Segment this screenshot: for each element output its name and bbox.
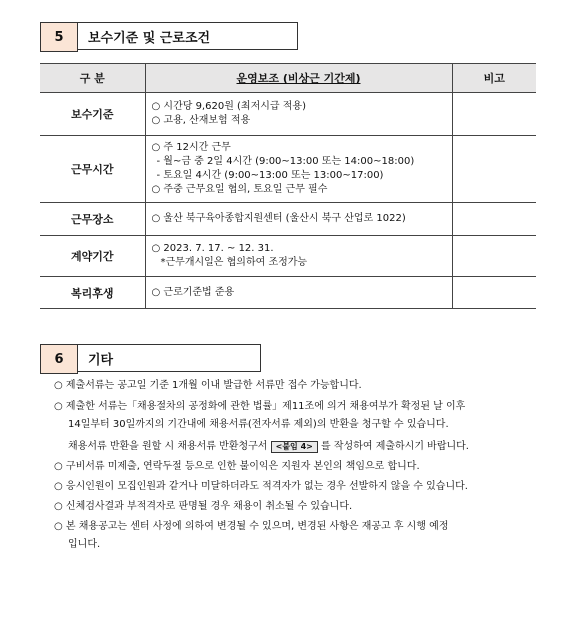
row-note-period	[452, 236, 536, 277]
notice-item: ○ 구비서류 미제출, 연락두절 등으로 인한 불이익은 지원자 본인의 책임으로 합니다.	[54, 461, 420, 472]
table-row	[40, 236, 536, 277]
row-note-place	[452, 203, 536, 236]
notice-item: ○ 신체검사결과 부적격자로 판명될 경우 채용이 취소될 수 있습니다.	[54, 501, 353, 512]
attachment-tag: <붙임 4>	[271, 441, 318, 453]
row-label-welfare: 복리후생	[40, 277, 145, 309]
notice-item: ○ 제출한 서류는「채용절차의 공정화에 관한 법률」제11조에 의거 채용여부가 확정된 날 이후 14일부터 30일까지의 기간내에 채용서류(전자서류 제외)의 반환을 청구할 수 있습니다. 채용서류 반환을 원할 시 채용서류 반환청구서 <붙임 4> 를 작성하여 제출하시기 바랍니다.	[54, 401, 469, 452]
return-request-text: 채용서류 반환을 원할 시 채용서류 반환청구서	[68, 441, 268, 452]
table-row	[40, 277, 536, 309]
row-content-pay	[145, 93, 452, 136]
list-item: ○ 시간당 9,620원 (최저시급 적용)	[151, 101, 306, 112]
list-item: ○ 근로기준법 준용	[151, 286, 235, 298]
row-label-place: 근무장소	[40, 203, 145, 236]
section6-title: 기타	[78, 344, 261, 372]
row-note-welfare	[452, 277, 536, 309]
return-request-tail: 를 작성하여 제출하시기 바랍니다.	[321, 441, 469, 452]
list-item: - 월~금 중 2일 4시간 (9:00~13:00 또는 14:00~18:00)	[156, 156, 415, 167]
row-note-pay	[452, 93, 536, 136]
section5-title: 보수기준 및 근로조건	[78, 22, 298, 50]
header-note: 비고	[452, 64, 536, 93]
row-content-welfare	[145, 277, 452, 309]
notice-item: ○ 응시인원이 모집인원과 같거나 미달하더라도 적격자가 없는 경우 선발하지 않을 수 있습니다.	[54, 481, 468, 492]
row-label-hours: 근무시간	[40, 136, 145, 203]
section5-header	[40, 22, 298, 52]
header-category: 구 분	[40, 64, 145, 93]
header-position: 운영보조 (비상근 기간제)	[236, 72, 361, 85]
notice-item: ○ 본 채용공고는 센터 사정에 의하여 변경될 수 있으며, 변경된 사항은 재공고 후 시행 예정 입니다.	[54, 521, 449, 550]
list-item: ○ 주중 근무요일 협의, 토요일 근무 필수	[151, 184, 328, 195]
list-item: - 토요일 4시간 (9:00~13:00 또는 13:00~17:00)	[156, 170, 384, 181]
table-row	[40, 136, 536, 203]
list-item: *근무개시일은 협의하여 조정가능	[160, 257, 308, 268]
list-item: ○ 고용, 산재보험 적용	[151, 115, 251, 126]
row-note-hours	[452, 136, 536, 203]
section6-header	[40, 344, 261, 374]
notice-item: ○ 제출서류는 공고일 기준 1개월 이내 발급한 서류만 접수 가능합니다.	[54, 380, 362, 391]
section6-number: 6	[40, 344, 78, 374]
conditions-table	[40, 63, 536, 309]
table-header-row	[40, 64, 536, 93]
row-content-hours	[145, 136, 452, 203]
row-label-period: 계약기간	[40, 236, 145, 277]
row-content-period	[145, 236, 452, 277]
row-label-pay: 보수기준	[40, 93, 145, 136]
table-row	[40, 203, 536, 236]
list-item: ○ 주 12시간 근무	[151, 142, 231, 153]
table-row	[40, 93, 536, 136]
list-item: ○ 2023. 7. 17. ~ 12. 31.	[151, 243, 274, 254]
row-content-place	[145, 203, 452, 236]
list-item: ○ 울산 북구육아종합지원센터 (울산시 북구 산업로 1022)	[151, 213, 406, 224]
section5-number: 5	[40, 22, 78, 52]
